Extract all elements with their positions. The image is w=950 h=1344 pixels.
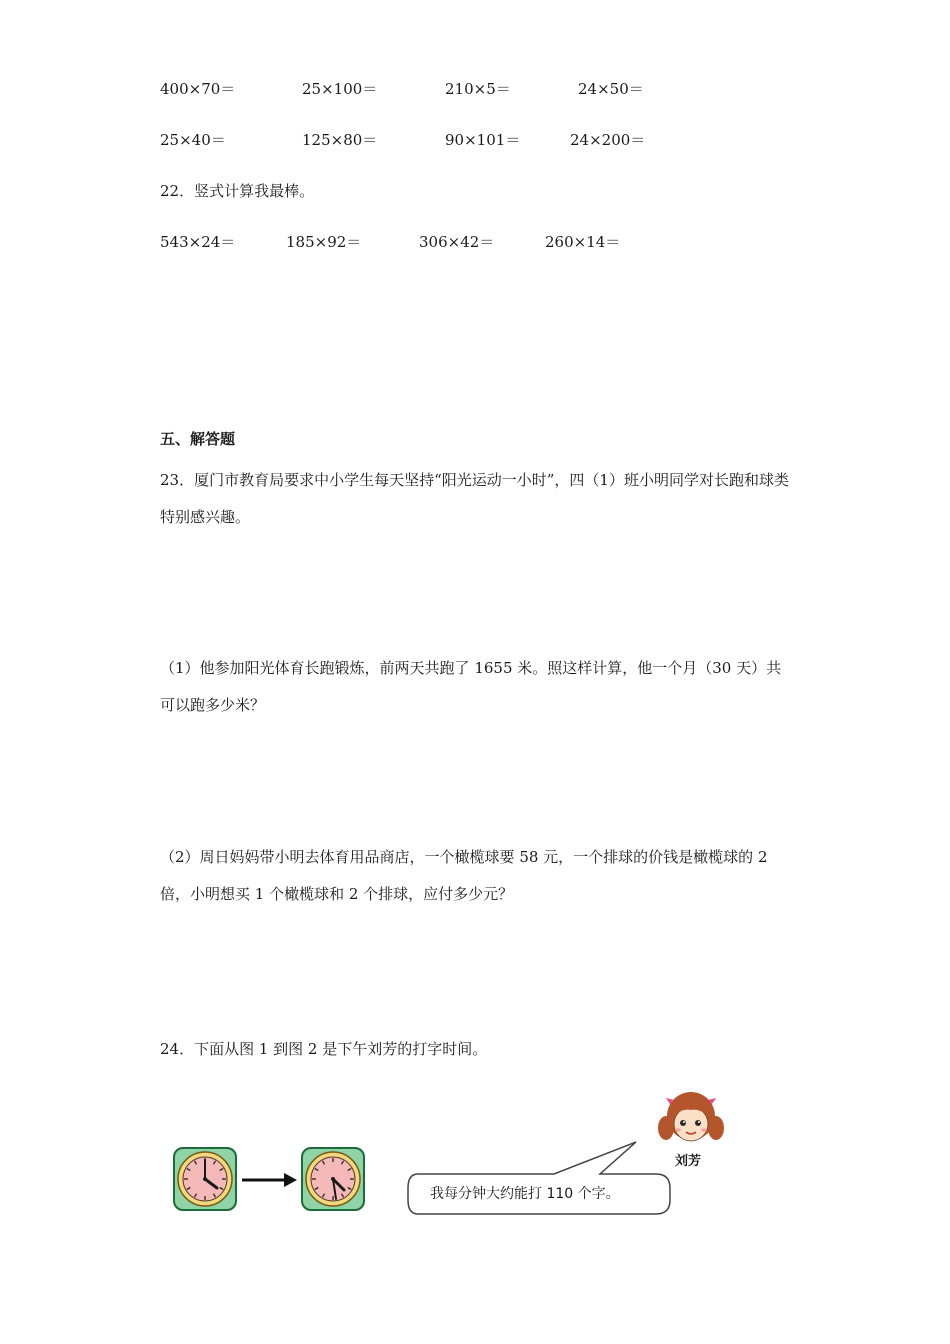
calc-25x40: 25×40＝ — [160, 131, 226, 149]
calc-24x50: 24×50＝ — [578, 80, 644, 98]
section-title: 五、解答题 — [160, 430, 236, 448]
speech-bubble — [404, 1138, 674, 1218]
calc-25x100: 25×100＝ — [302, 80, 378, 98]
speech-text: 我每分钟大约能打 110 个字。 — [430, 1186, 620, 1202]
calc-24x200: 24×200＝ — [570, 131, 646, 149]
q22-title: 22．竖式计算我最棒。 — [160, 182, 315, 200]
calc-210x5: 210×5＝ — [445, 80, 511, 98]
q22-260x14: 260×14＝ — [545, 233, 621, 251]
q22-543x24: 543×24＝ — [160, 233, 236, 251]
clock-figure-1-icon — [172, 1146, 238, 1212]
q22-306x42: 306×42＝ — [419, 233, 495, 251]
calc-125x80: 125×80＝ — [302, 131, 378, 149]
q23-part1: （1）他参加阳光体育长跑锻炼，前两天共跑了 1655 米。照这样计算，他一个月（30 天）共可以跑多少米？ — [160, 659, 782, 714]
girl-character-icon — [652, 1090, 732, 1152]
character-name-label: 刘芳 — [675, 1154, 702, 1169]
q22-185x92: 185×92＝ — [286, 233, 362, 251]
q23-part2: （2）周日妈妈带小明去体育用品商店，一个橄榄球要 58 元，一个排球的价钱是橄榄球的 2 倍，小明想买 1 个橄榄球和 2 个排球，应付多少元？ — [160, 848, 768, 903]
q24-text: 24．下面从图 1 到图 2 是下午刘芳的打字时间。 — [160, 1040, 488, 1058]
clock-figure-2-icon — [300, 1146, 366, 1212]
calc-400x70: 400×70＝ — [160, 80, 236, 98]
arrow-right-icon — [240, 1172, 298, 1188]
q23-text: 23．厦门市教育局要求中小学生每天坚持“阳光运动一小时”，四（1）班小明同学对长跑和球类特别感兴趣。 — [160, 471, 789, 526]
calc-90x101: 90×101＝ — [445, 131, 521, 149]
